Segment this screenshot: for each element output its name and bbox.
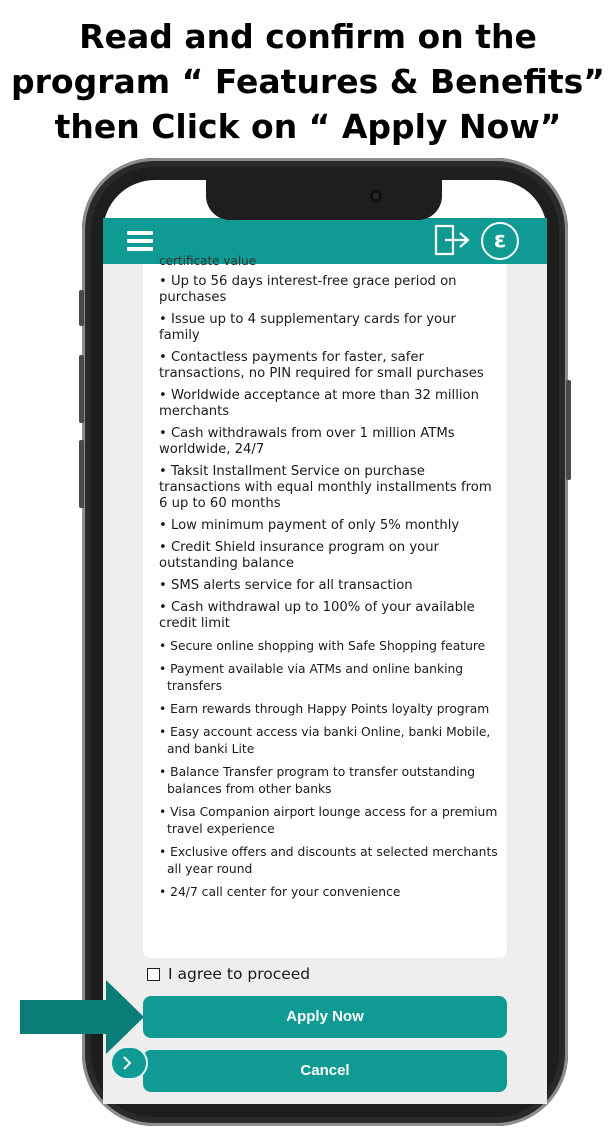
features-benefits-card: [143, 254, 507, 958]
agree-checkbox[interactable]: [147, 968, 160, 981]
instruction-line-1: Read and confirm on the: [79, 17, 537, 56]
front-camera: [370, 190, 382, 202]
benefit-item: • Earn rewards through Happy Points loyalty program: [159, 702, 490, 716]
benefit-item: • Exclusive offers and discounts at selected merchants all year round: [159, 845, 498, 876]
instruction-headline: [0, 14, 616, 149]
phone-power-button: [566, 380, 571, 480]
apply-now-button[interactable]: Apply Now: [143, 996, 507, 1038]
instruction-line-3: then Click on “ Apply Now”: [54, 107, 562, 146]
phone-mute-switch: [79, 290, 84, 326]
benefit-item: • SMS alerts service for all transaction: [159, 578, 413, 593]
benefit-item: • Contactless payments for faster, safer transactions, no PIN required for small purchases: [159, 350, 484, 381]
benefit-item: • Taksit Installment Service on purchase transactions with equal monthly installments from 6 up to 60 months: [159, 464, 492, 511]
benefit-item: • Balance Transfer program to transfer outstanding balances from other banks: [159, 765, 476, 796]
benefit-item: • 24/7 call center for your convenience: [159, 885, 401, 899]
phone-screen: [103, 180, 547, 1104]
benefit-item: • Up to 56 days interest-free grace period on purchases: [159, 274, 457, 305]
agree-label: I agree to proceed: [168, 965, 311, 983]
benefit-item: • Easy account access via banki Online, banki Mobile, and banki Lite: [159, 725, 491, 756]
benefit-item: • Visa Companion airport lounge access for a premium travel experience: [159, 805, 498, 836]
benefits-list: [159, 274, 499, 907]
benefit-item: • Secure online shopping with Safe Shopping feature: [159, 639, 486, 653]
hamburger-menu-icon[interactable]: [127, 231, 153, 251]
benefit-item: • Cash withdrawals from over 1 million ATMs worldwide, 24/7: [159, 426, 455, 457]
phone-volume-down-button: [79, 440, 84, 508]
phone-notch: [206, 180, 442, 220]
logout-icon[interactable]: [433, 222, 473, 258]
benefit-item: • Low minimum payment of only 5% monthly: [159, 518, 460, 533]
scrolled-text-peek: certificate value: [159, 254, 257, 268]
agree-checkbox-row[interactable]: [147, 965, 310, 983]
benefit-item: • Issue up to 4 supplementary cards for your family: [159, 312, 456, 343]
benefit-item: • Worldwide acceptance at more than 32 million merchants: [159, 388, 479, 419]
benefit-item: • Payment available via ATMs and online banking transfers: [159, 662, 464, 693]
phone-volume-up-button: [79, 355, 84, 423]
brand-logo-icon: ε: [481, 222, 519, 260]
benefit-item: • Credit Shield insurance program on your outstanding balance: [159, 540, 439, 571]
benefit-item: • Cash withdrawal up to 100% of your available credit limit: [159, 600, 475, 631]
instruction-line-2: program “ Features & Benefits”: [11, 62, 605, 101]
pointer-arrow-icon: [20, 980, 146, 1054]
cancel-button[interactable]: Cancel: [143, 1050, 507, 1092]
